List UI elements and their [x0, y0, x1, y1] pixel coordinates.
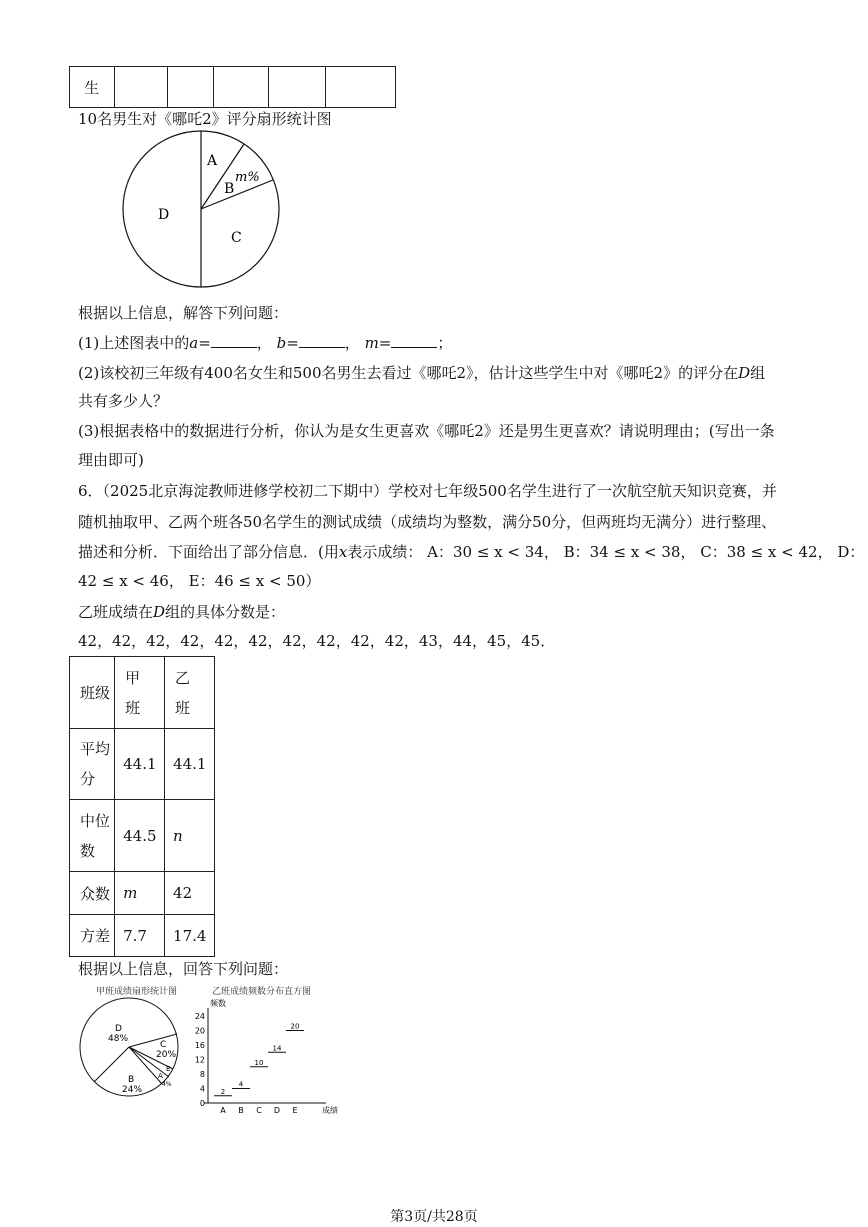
stats-row-label [70, 800, 115, 872]
table-row [70, 729, 215, 800]
stats-cell: n [165, 800, 215, 872]
blank-b [299, 335, 345, 348]
stats-table [69, 656, 215, 957]
q6-line2: 随机抽取甲、乙两个班各50名学生的测试成绩（成绩均为整数，满分50分，但两班均无满分）进行整理、 [78, 513, 777, 531]
stats-header-jia-2: 班 [125, 698, 141, 717]
stats-cell: 7.7 [115, 915, 165, 957]
var-b: b [276, 334, 287, 352]
hist-bar-value: 14 [272, 1044, 282, 1053]
q6-line5 [78, 601, 285, 622]
q6-line4: 42 ≤ x < 46， E：46 ≤ x < 50） [78, 572, 321, 590]
q6-line1: 6．（2025北京海淀教师进修学校初二下期中）学校对七年级500名学生进行了一次航空航天知识竞赛，并 [78, 482, 777, 500]
group-b: B：34 ≤ x < 38 [563, 543, 681, 561]
pie2-label-e: E [166, 1065, 171, 1073]
hist-xtick-label: D [273, 1106, 281, 1115]
q5-part2-line2: 共有多少人？ [78, 392, 169, 410]
hist-ytick-label: 16 [194, 1041, 205, 1050]
q5-part3-line1: (3)根据表格中的数据进行分析，你认为是女生更喜欢《哪吒2》还是男生更喜欢？请说明理由；(写出一条 [78, 422, 775, 440]
pie2-label-d: D [115, 1024, 122, 1034]
hist-ytick-label: 12 [194, 1055, 205, 1065]
top-table-cell [213, 67, 268, 108]
q6-line5-text2: 组的具体分数是： [165, 603, 286, 621]
top-table-cell [167, 67, 213, 108]
eq-sign: = [198, 334, 211, 352]
var-a: a [189, 334, 199, 352]
group-d-range: 42 ≤ x < 46 [78, 572, 169, 590]
hist-xtick-label: C [256, 1106, 262, 1115]
pie1-label-m: m% [235, 170, 260, 185]
stats-header-yi-1: 乙 [175, 668, 191, 687]
stats-cell: m [115, 872, 165, 915]
pie2-pct-b: 24% [122, 1085, 143, 1095]
var-x: x [338, 543, 348, 561]
label-line: 中位 [80, 811, 111, 830]
stats-row-label: 方差 [70, 915, 115, 957]
top-table-cell [326, 67, 396, 108]
hist-xlabel: 成绩 [322, 1106, 338, 1115]
q5-part2-line1 [78, 362, 765, 383]
hist-xtick-label: E [292, 1106, 298, 1115]
hist-chart [190, 996, 350, 1116]
comma: ， [256, 334, 272, 352]
hist-ylabel: 频数 [210, 999, 226, 1008]
q5-part3-line2: 理由即可) [78, 451, 144, 469]
pie2-pct-c: 20% [156, 1050, 177, 1060]
stats-cell: 17.4 [165, 915, 215, 957]
q5-part2-text: (2)该校初三年级有400名女生和500名男生去看过《哪吒2》，估计这些学生中对《哪吒2》的评分在 [78, 364, 739, 382]
hist-ytick-label: 0 [199, 1099, 205, 1108]
label-line: 数 [80, 841, 96, 860]
eq-sign: = [286, 334, 299, 352]
blank-a [211, 335, 257, 348]
pie1-title: 10名男生对《哪吒2》评分扇形统计图 [78, 110, 332, 128]
q6-after: 根据以上信息，回答下列问题： [78, 960, 289, 978]
stats-row-label [70, 729, 115, 800]
pie2-label-c: C [160, 1040, 167, 1050]
hist-ytick-label: 8 [199, 1070, 205, 1079]
hist-bar-value: 4 [238, 1080, 244, 1089]
label-line: 分 [80, 770, 96, 788]
group-c: C：38 ≤ x < 42 [700, 543, 818, 561]
table-row [70, 915, 215, 957]
stats-cell: 44.1 [165, 729, 215, 800]
q5-part2-zu: 组 [750, 364, 766, 382]
pie1-label-d: D [158, 207, 170, 223]
pie1-label-c: C [231, 230, 242, 246]
pie2-title: 甲班成绩扇形统计图 [96, 987, 178, 997]
pie2-pct-d: 48% [108, 1034, 129, 1044]
comma: ， [344, 334, 360, 352]
stats-cell: 42 [165, 872, 215, 915]
q6-line5-text: 乙班成绩在 [78, 603, 154, 621]
pie2-label-a: A [158, 1072, 163, 1080]
var-D: D [738, 364, 751, 382]
top-table-cell [114, 67, 167, 108]
table-row [70, 872, 215, 915]
q6-line3: 描述和分析．下面给出了部分信息．(用x表示成绩： A：30 ≤ x < 34， B：34 ≤ x < 38， C：38 ≤ x < 42， D： [78, 543, 865, 561]
top-table-row-label: 生 [70, 67, 115, 108]
stats-header-yi [165, 657, 215, 729]
eq-sign: = [378, 334, 392, 352]
q6-line3-text: 描述和分析．下面给出了部分信息．(用 [78, 543, 339, 561]
top-table-cell [269, 67, 326, 108]
hist-ytick-label: 4 [199, 1084, 205, 1094]
stats-cell: 44.1 [115, 729, 165, 800]
stats-header-yi-2: 班 [175, 698, 191, 717]
group-a: A：30 ≤ x < 34 [427, 543, 544, 561]
hist-ytick-label: 24 [194, 1012, 205, 1021]
table-row [70, 800, 215, 872]
stats-header-jia-1: 甲 [125, 668, 141, 687]
pie2-label-b: B [128, 1075, 135, 1085]
page-footer: 第3页/共28页 [390, 1209, 478, 1225]
top-table [69, 66, 396, 108]
group-d-label: D： [837, 543, 865, 561]
pie1-label-a: A [207, 153, 218, 169]
stats-cell: 44.5 [115, 800, 165, 872]
q6-line3-text2: 表示成绩： [347, 543, 423, 561]
pie2-pct-e: 4% [162, 1081, 172, 1088]
stats-header-jia [115, 657, 165, 729]
var-m: m [364, 334, 379, 352]
hist-bar-value: 10 [254, 1058, 264, 1067]
q5-part1 [78, 332, 452, 353]
q5-part1-prefix: (1)上述图表中的 [78, 334, 190, 352]
stats-header-class: 班级 [70, 657, 115, 729]
pie2-chart [74, 996, 189, 1100]
hist-bar-value: 20 [290, 1022, 300, 1031]
group-e: E：46 ≤ x < 50 [188, 572, 306, 590]
semicolon: ； [437, 334, 453, 352]
hist-ytick-label: 20 [194, 1026, 205, 1036]
q5-intro: 根据以上信息，解答下列问题： [78, 304, 289, 322]
pie1-chart [118, 130, 288, 290]
hist-xtick-label: B [238, 1106, 244, 1115]
hist-bar-value: 2 [220, 1087, 226, 1096]
stats-row-label: 众数 [70, 872, 115, 915]
hist-title: 乙班成绩频数分布直方图 [212, 987, 312, 997]
q6-scores: 42，42，42，42，42，42，42，42，42，42，43，44，45，45． [78, 632, 556, 650]
label-line: 平均 [80, 740, 111, 758]
pie1-label-b: B [224, 181, 235, 197]
var-D: D [153, 603, 166, 621]
blank-m [391, 335, 437, 348]
hist-xtick-label: A [220, 1106, 226, 1115]
